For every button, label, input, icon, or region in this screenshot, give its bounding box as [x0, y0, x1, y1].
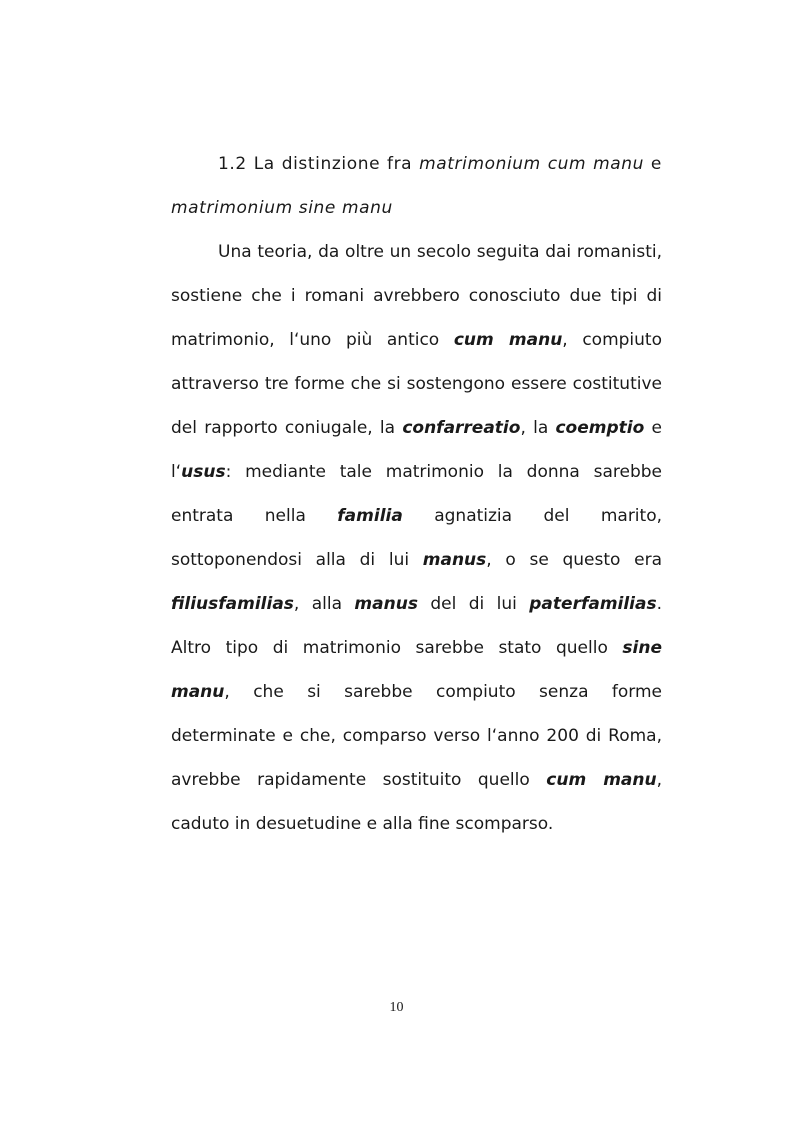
latin-term: cum manu [453, 330, 563, 350]
heading-term-cum-manu: matrimonium cum manu [419, 154, 645, 174]
heading-term-sine-manu: matrimonium sine manu [171, 198, 393, 218]
heading-conjunction: e [650, 154, 662, 174]
paragraph-text: , la [520, 418, 556, 438]
paragraph-text: : mediante tale matrimonio la donna sarebbe entrata nella [171, 462, 662, 526]
latin-term: familia [337, 506, 403, 526]
text-body [171, 142, 662, 846]
latin-term: cum manu [546, 770, 657, 790]
latin-term: paterfamilias [529, 594, 657, 614]
latin-term: confarreatio [402, 418, 521, 438]
latin-term: usus [181, 462, 226, 482]
latin-term: sine manu [171, 638, 662, 702]
paragraph-text: agnatizia del marito, sottoponendosi alla di lui [171, 506, 662, 570]
section-heading [171, 142, 662, 230]
paragraph-text: e l‘ [171, 418, 662, 482]
paragraph-text: . Altro tipo di matrimonio sarebbe stato quello [171, 594, 663, 658]
section-number: 1.2 [218, 154, 247, 174]
paragraph-text: , compiuto attraverso tre forme che si sostengono essere costitutive del rapporto coniugale, la [171, 330, 662, 438]
latin-term: manus [354, 594, 418, 614]
latin-term: coemptio [555, 418, 645, 438]
body-paragraph [171, 230, 662, 846]
paragraph-text: , o se questo era [486, 550, 662, 570]
heading-text: La distinzione fra [253, 154, 413, 174]
paragraph-text: Una teoria, da oltre un secolo seguita dai romanisti, sostiene che i romani avrebbero conosciuto due tipi di matrimonio, l‘uno più antico [171, 242, 662, 350]
paragraph-text: del di lui [417, 594, 530, 614]
latin-term: manus [422, 550, 487, 570]
paragraph-text: , caduto in desuetudine e alla fine scomparso. [171, 770, 662, 834]
paragraph-text: , che si sarebbe compiuto senza forme determinate e che, comparso verso l‘anno 200 di Roma, avrebbe rapidamente sostituito quello [171, 682, 662, 790]
latin-term: filiusfamilias [171, 594, 294, 614]
paragraph-text: , alla [293, 594, 355, 614]
page-number: 10 [389, 1000, 404, 1015]
